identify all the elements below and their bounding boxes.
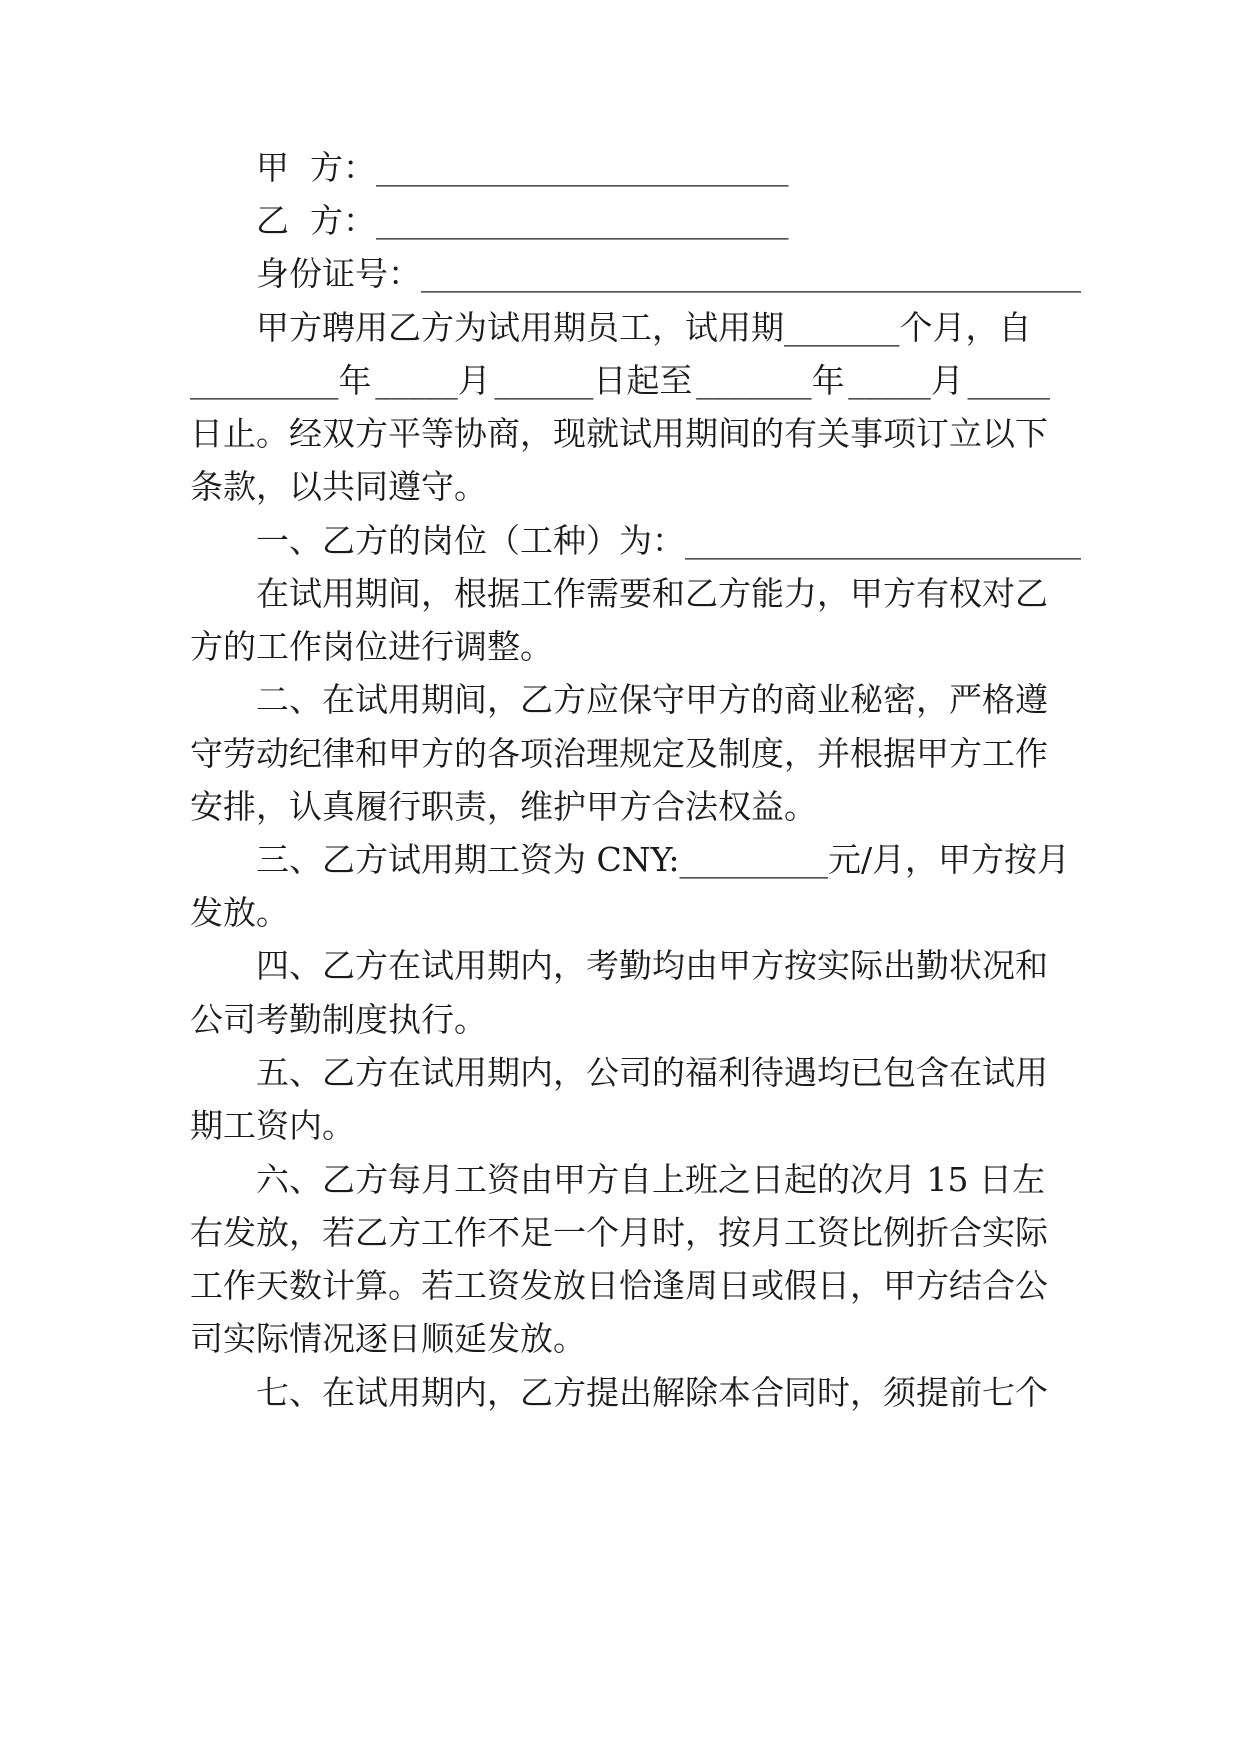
date-part: _____ [967, 361, 1050, 400]
party-a-line: 甲 方：_________________________ [256, 148, 789, 187]
intro-line-2-date-range [190, 361, 1050, 401]
clause-1-line-3: 方的工作岗位进行调整。 [190, 627, 553, 666]
intro-line-1: 甲方聘用乙方为试用期员工，试用期_______个月，自 [256, 308, 1032, 347]
clause-1-line-1: 一、乙方的岗位（工种）为：________________________ [256, 521, 1081, 560]
clause-4-line-2: 公司考勤制度执行。 [190, 1000, 487, 1039]
clause-2-line-1: 二、在试用期间，乙方应保守甲方的商业秘密，严格遵 [256, 680, 1048, 719]
clause-3-line-1: 三、乙方试用期工资为 CNY:_________元/月，甲方按月 [256, 840, 1071, 879]
clause-6-line-2: 右发放，若乙方工作不足一个月时，按月工资比例折合实际 [190, 1213, 1048, 1252]
clause-6-line-3: 工作天数计算。若工资发放日恰逢周日或假日，甲方结合公 [190, 1266, 1048, 1305]
clause-5-line-1: 五、乙方在试用期内，公司的福利待遇均已包含在试用 [256, 1053, 1048, 1092]
party-b-line: 乙 方：_________________________ [256, 201, 789, 240]
date-part: _________年 [190, 361, 372, 400]
date-part: _______年 [696, 361, 845, 400]
date-part: _____月 [848, 361, 964, 400]
date-part: ______日起至 [494, 361, 693, 400]
intro-line-3: 日止。经双方平等协商，现就试用期间的有关事项订立以下 [190, 414, 1048, 453]
id-number-line: 身份证号：________________________________________ [256, 254, 1081, 293]
clause-6-line-4: 司实际情况逐日顺延发放。 [190, 1319, 586, 1358]
clause-5-line-2: 期工资内。 [190, 1106, 355, 1145]
clause-6-line-1: 六、乙方每月工资由甲方自上班之日起的次月 15 日左 [256, 1160, 1045, 1199]
clause-1-line-2: 在试用期间，根据工作需要和乙方能力，甲方有权对乙 [256, 574, 1048, 613]
clause-2-line-3: 安排，认真履行职责，维护甲方合法权益。 [190, 787, 817, 826]
intro-line-4: 条款，以共同遵守。 [190, 467, 487, 506]
date-part: _____月 [375, 361, 491, 400]
clause-7-line-1: 七、在试用期内，乙方提出解除本合同时，须提前七个 [256, 1373, 1048, 1412]
clause-3-line-2: 发放。 [190, 893, 289, 932]
clause-2-line-2: 守劳动纪律和甲方的各项治理规定及制度，并根据甲方工作 [190, 734, 1048, 773]
clause-4-line-1: 四、乙方在试用期内，考勤均由甲方按实际出勤状况和 [256, 946, 1048, 985]
